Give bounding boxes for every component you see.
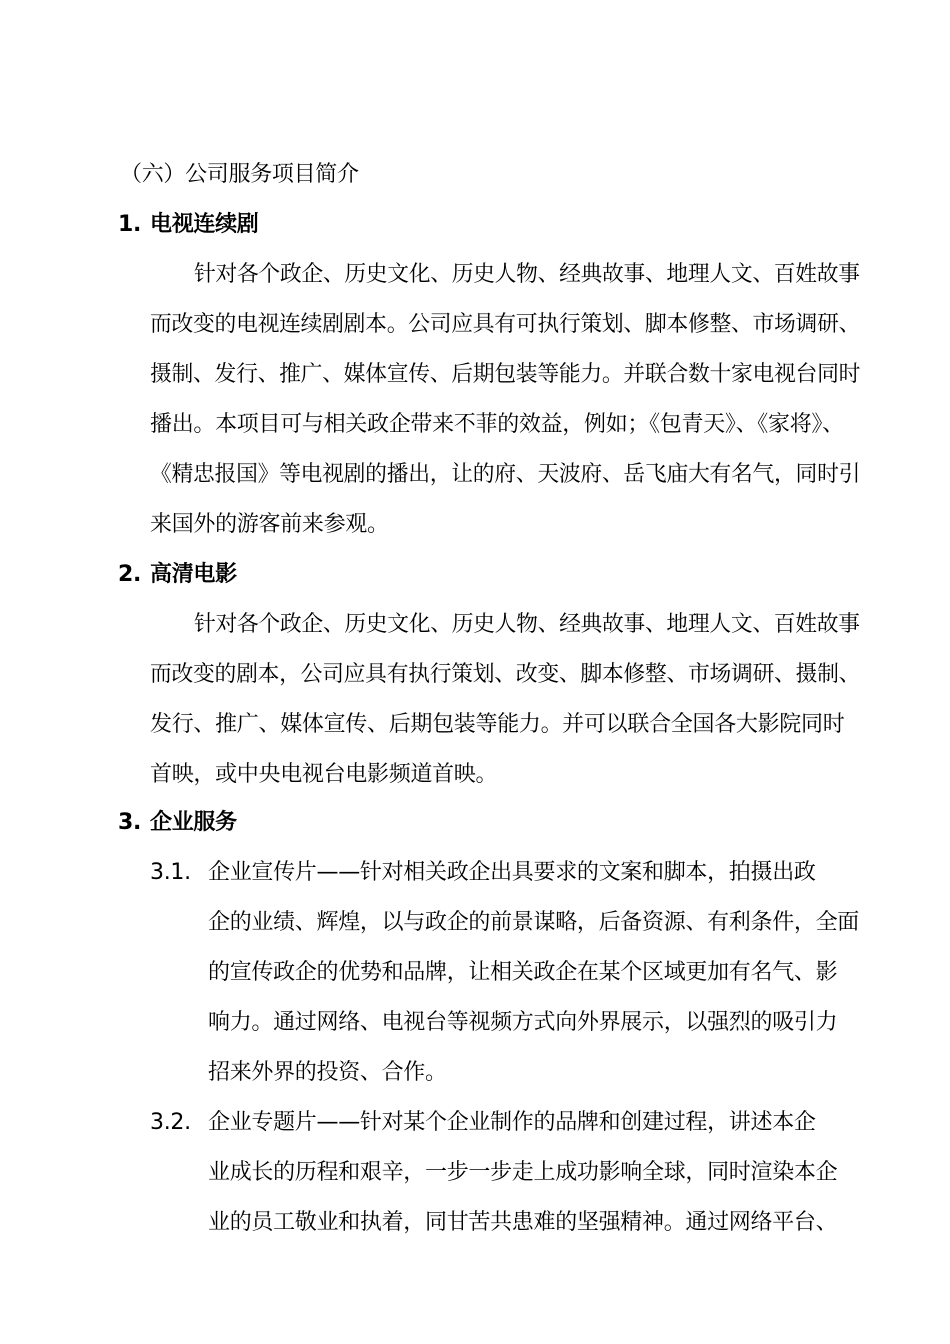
subitem-3-1-line: 的宣传政企的优势和品牌，让相关政企在某个区域更加有名气、影 <box>208 960 838 985</box>
item-3-heading: 企业服务 <box>150 810 237 835</box>
item-1-line: 《精忠报国》等电视剧的播出，让的府、天波府、岳飞庙大有名气，同时引 <box>150 462 861 487</box>
item-1-line: 摄制、发行、推广、媒体宣传、后期包装等能力。并联合数十家电视台同时 <box>150 362 861 387</box>
item-1-heading: 电视连续剧 <box>150 212 259 237</box>
item-1-line: 播出。本项目可与相关政企带来不菲的效益，例如；《包青天》、《家将》、 <box>150 412 844 437</box>
subitem-3-2-number: 3.2. <box>150 1110 191 1135</box>
item-2-number: 2. <box>118 562 142 587</box>
subitem-3-2-line: 业成长的历程和艰辛，一步一步走上成功影响全球，同时渲染本企 <box>208 1160 838 1185</box>
subitem-3-1-line: 响力。通过网络、电视台等视频方式向外界展示，以强烈的吸引力 <box>208 1010 838 1035</box>
subitem-3-1-number: 3.1. <box>150 860 191 885</box>
subitem-3-2-line: 企业专题片——针对某个企业制作的品牌和创建过程，讲述本企 <box>208 1110 816 1135</box>
item-2-heading: 高清电影 <box>150 562 237 587</box>
item-3-number: 3. <box>118 810 142 835</box>
item-2-line: 而改变的剧本，公司应具有执行策划、改变、脚本修整、市场调研、摄制、 <box>150 662 861 687</box>
item-1-line: 而改变的电视连续剧剧本。公司应具有可执行策划、脚本修整、市场调研、 <box>150 312 861 337</box>
subitem-3-1-line: 企业宣传片——针对相关政企出具要求的文案和脚本，拍摄出政 <box>208 860 816 885</box>
subitem-3-1-line: 企的业绩、辉煌，以与政企的前景谋略，后备资源、有利条件，全面 <box>208 910 860 935</box>
item-1-line: 针对各个政企、历史文化、历史人物、经典故事、地理人文、百姓故事 <box>194 262 860 287</box>
item-2-line: 首映，或中央电视台电影频道首映。 <box>150 762 498 787</box>
section-title: （六）公司服务项目简介 <box>120 162 359 187</box>
item-2-line: 针对各个政企、历史文化、历史人物、经典故事、地理人文、百姓故事 <box>194 612 860 637</box>
subitem-3-1-line: 招来外界的投资、合作。 <box>208 1060 447 1085</box>
item-1-number: 1. <box>118 212 142 237</box>
item-2-line: 发行、推广、媒体宣传、后期包装等能力。并可以联合全国各大影院同时 <box>150 712 845 737</box>
subitem-3-2-line: 业的员工敬业和执着，同甘苦共患难的坚强精神。通过网络平台、 <box>208 1210 838 1235</box>
item-1-line: 来国外的游客前来参观。 <box>150 512 389 537</box>
